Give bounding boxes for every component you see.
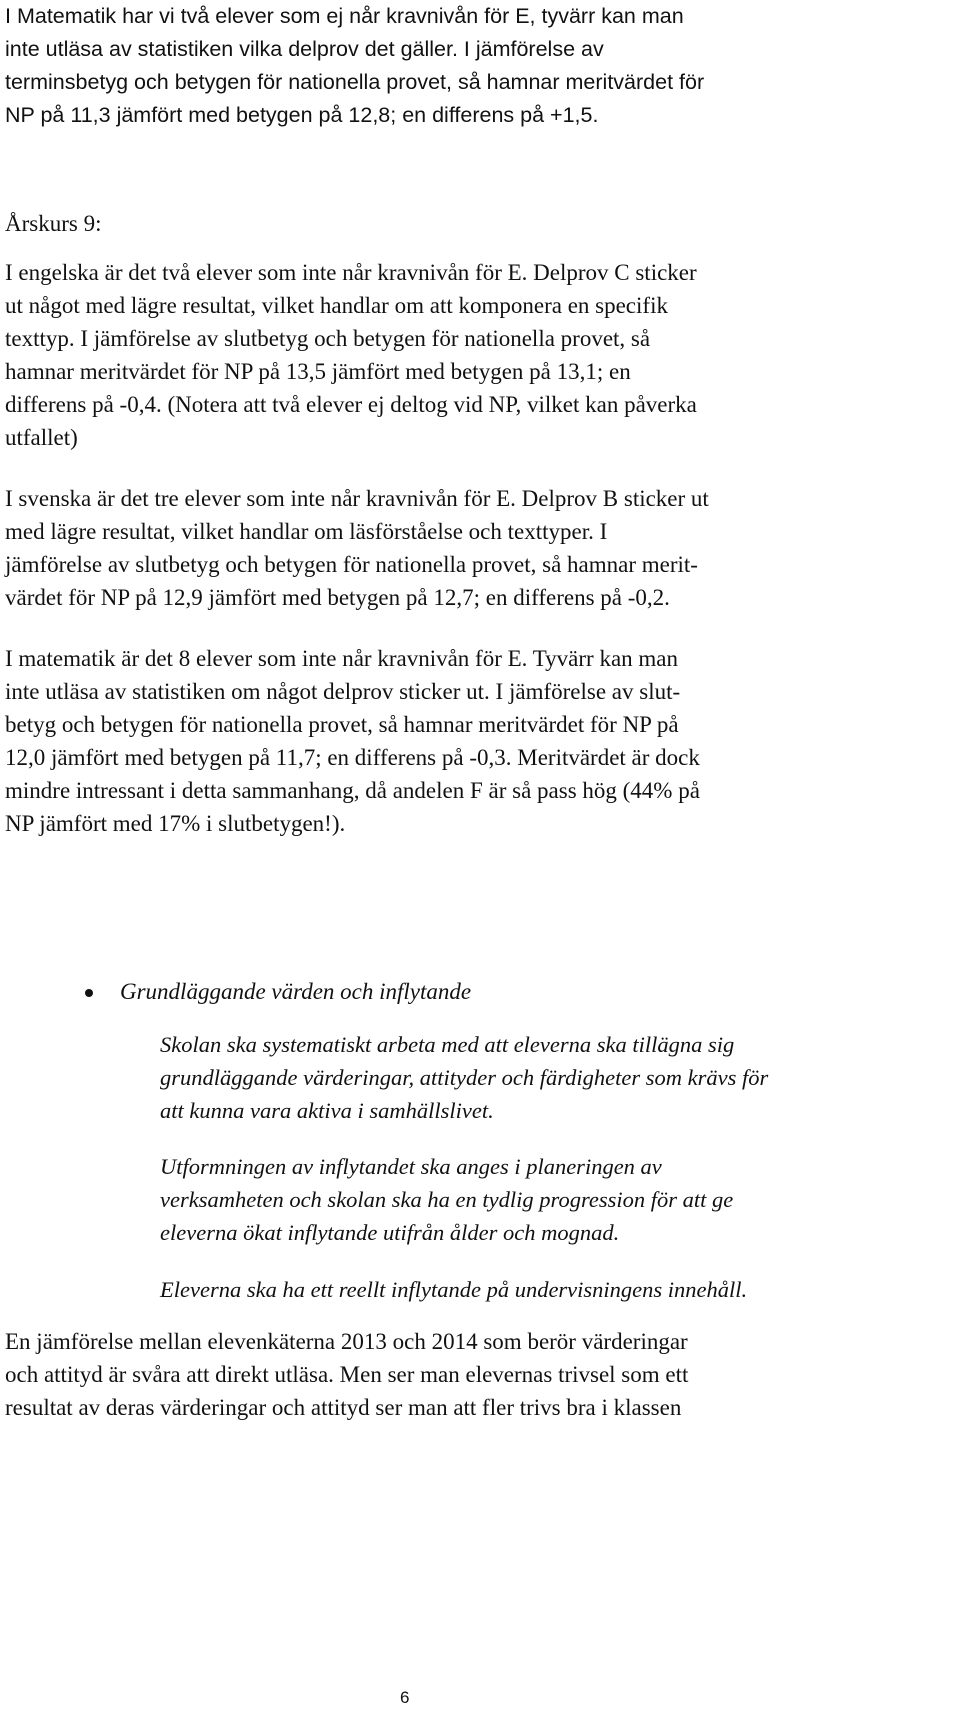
- paragraph-line: och attityd är svåra att direkt utläsa. Men ser man elevernas trivsel som ett: [5, 1362, 689, 1387]
- paragraph-line: En jämförelse mellan elevenkäterna 2013 och 2014 som berör värderingar: [5, 1329, 688, 1354]
- quote-line: Skolan ska systematiskt arbeta med att eleverna ska tillägna sig: [160, 1032, 735, 1057]
- paragraph-line: jämförelse av slutbetyg och betygen för nationella provet, så hamnar merit-: [5, 552, 698, 577]
- bullet-heading: Grundläggande värden och inflytande: [120, 979, 472, 1004]
- bullet-item: [5, 975, 955, 1009]
- curriculum-quote: [160, 1273, 747, 1306]
- intro-paragraph: [5, 0, 704, 132]
- curriculum-quote: [160, 1028, 768, 1127]
- quote-line: Utformningen av inflytandet ska anges i planeringen av: [160, 1154, 662, 1179]
- paragraph-line: betyg och betygen för nationella provet, så hamnar meritvärdet för NP på: [5, 712, 679, 737]
- english-paragraph: [5, 256, 697, 454]
- paragraph-line: I svenska är det tre elever som inte når kravnivån för E. Delprov B sticker ut: [5, 486, 709, 511]
- comparison-paragraph: [5, 1325, 688, 1424]
- paragraph-line: mindre intressant i detta sammanhang, då andelen F är så pass hög (44% på: [5, 778, 700, 803]
- paragraph-line: med lägre resultat, vilket handlar om läsförståelse och texttyper. I: [5, 519, 608, 544]
- quote-line: eleverna ökat inflytande utifrån ålder och mognad.: [160, 1220, 620, 1245]
- paragraph-line: ut något med lägre resultat, vilket handlar om att komponera en specifik: [5, 293, 668, 318]
- paragraph-line: texttyp. I jämförelse av slutbetyg och betygen för nationella provet, så: [5, 326, 651, 351]
- page-number: 6: [400, 1688, 410, 1707]
- paragraph-line: resultat av deras värderingar och attityd ser man att fler trivs bra i klassen: [5, 1395, 682, 1420]
- paragraph-line: I engelska är det två elever som inte når kravnivån för E. Delprov C sticker: [5, 260, 697, 285]
- swedish-paragraph: [5, 482, 709, 614]
- quote-line: verksamheten och skolan ska ha en tydlig progression för att ge: [160, 1187, 734, 1212]
- paragraph-line: I matematik är det 8 elever som inte når kravnivån för E. Tyvärr kan man: [5, 646, 679, 671]
- bullet-icon: [85, 989, 93, 997]
- quote-line: Eleverna ska ha ett reellt inflytande på undervisningens innehåll.: [160, 1277, 748, 1302]
- paragraph-line: inte utläsa av statistiken vilka delprov det gäller. I jämförelse av: [5, 37, 604, 61]
- paragraph-line: I Matematik har vi två elever som ej når kravnivån för E, tyvärr kan man: [5, 4, 684, 28]
- paragraph-line: NP på 11,3 jämfört med betygen på 12,8; en differens på +1,5.: [5, 103, 599, 127]
- paragraph-line: 12,0 jämfört med betygen på 11,7; en differens på -0,3. Meritvärdet är dock: [5, 745, 700, 770]
- paragraph-line: värdet för NP på 12,9 jämfört med betygen på 12,7; en differens på -0,2.: [5, 585, 670, 610]
- paragraph-line: terminsbetyg och betygen för nationella provet, så hamnar meritvärdet för: [5, 70, 705, 94]
- math-paragraph: [5, 642, 700, 840]
- paragraph-line: utfallet): [5, 425, 78, 450]
- quote-line: grundläggande värderingar, attityder och färdigheter som krävs för: [160, 1065, 769, 1090]
- paragraph-line: NP jämfört med 17% i slutbetygen!).: [5, 811, 346, 836]
- grade-heading: Årskurs 9:: [5, 211, 102, 236]
- curriculum-quote: [160, 1150, 733, 1249]
- quote-line: att kunna vara aktiva i samhällslivet.: [160, 1098, 494, 1123]
- paragraph-line: differens på -0,4. (Notera att två elever ej deltog vid NP, vilket kan påverka: [5, 392, 697, 417]
- paragraph-line: hamnar meritvärdet för NP på 13,5 jämfört med betygen på 13,1; en: [5, 359, 631, 384]
- paragraph-line: inte utläsa av statistiken om något delprov sticker ut. I jämförelse av slut-: [5, 679, 681, 704]
